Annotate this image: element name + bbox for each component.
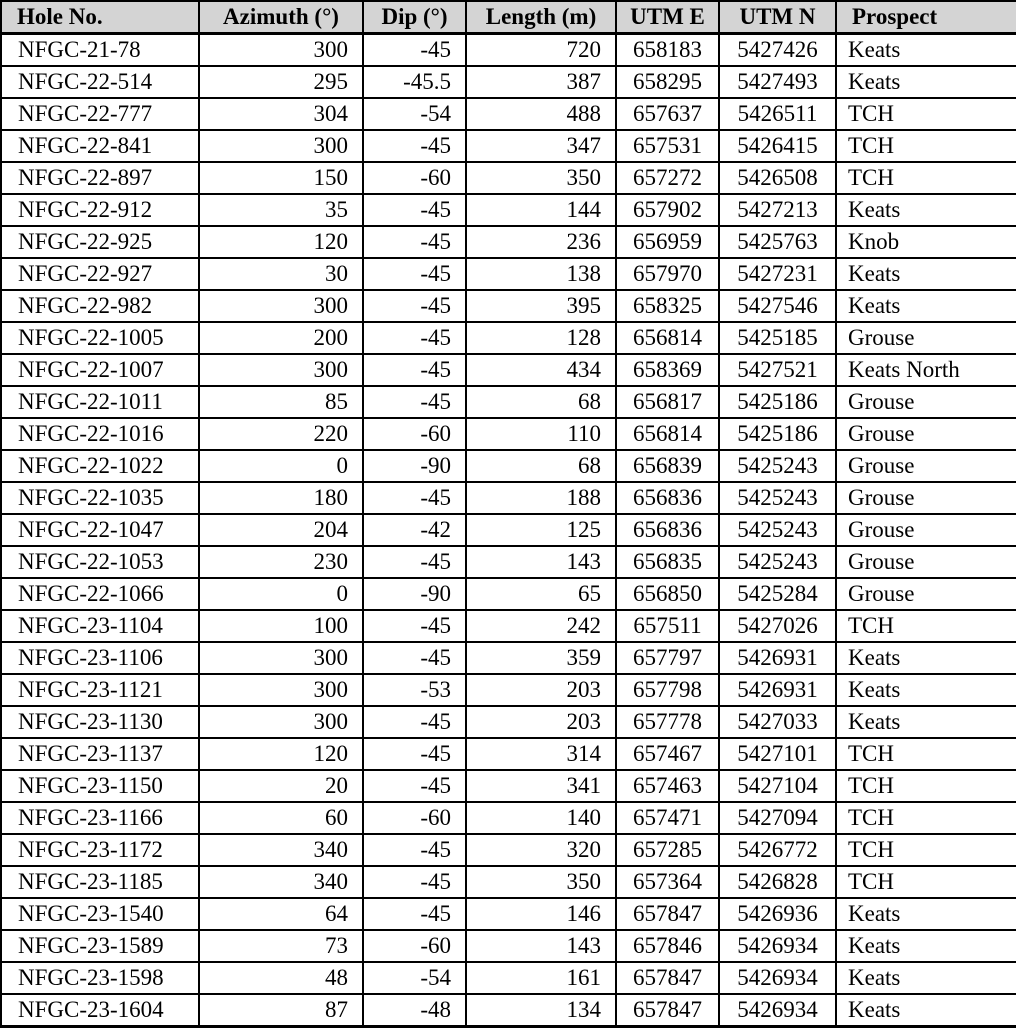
- column-header-utm-e: UTM E: [616, 1, 719, 34]
- cell-dip: -45: [363, 866, 466, 898]
- cell-hole-no: NFGC-22-1035: [1, 482, 199, 514]
- cell-length: 68: [466, 450, 616, 482]
- cell-prospect: Keats: [836, 194, 1016, 226]
- cell-hole-no: NFGC-22-1016: [1, 418, 199, 450]
- cell-prospect: Keats: [836, 962, 1016, 994]
- cell-length: 143: [466, 930, 616, 962]
- cell-dip: -45: [363, 898, 466, 930]
- cell-hole-no: NFGC-22-777: [1, 98, 199, 130]
- cell-utm-e: 657847: [616, 962, 719, 994]
- table-row: [1, 770, 1016, 802]
- cell-utm-e: 657847: [616, 994, 719, 1027]
- cell-utm-e: 657467: [616, 738, 719, 770]
- cell-utm-e: 658295: [616, 66, 719, 98]
- cell-hole-no: NFGC-22-1007: [1, 354, 199, 386]
- table-row: [1, 738, 1016, 770]
- cell-length: 720: [466, 34, 616, 67]
- table-row: [1, 322, 1016, 354]
- cell-dip: -45: [363, 290, 466, 322]
- table-row: [1, 130, 1016, 162]
- cell-utm-e: 657970: [616, 258, 719, 290]
- cell-length: 434: [466, 354, 616, 386]
- cell-utm-e: 656817: [616, 386, 719, 418]
- cell-hole-no: NFGC-23-1589: [1, 930, 199, 962]
- cell-utm-e: 656836: [616, 482, 719, 514]
- table-row: [1, 258, 1016, 290]
- cell-dip: -45: [363, 770, 466, 802]
- table-row: [1, 610, 1016, 642]
- cell-utm-e: 657797: [616, 642, 719, 674]
- cell-hole-no: NFGC-23-1598: [1, 962, 199, 994]
- cell-dip: -60: [363, 802, 466, 834]
- cell-azimuth: 87: [199, 994, 363, 1027]
- cell-azimuth: 73: [199, 930, 363, 962]
- cell-hole-no: NFGC-23-1185: [1, 866, 199, 898]
- cell-utm-n: 5425763: [719, 226, 836, 258]
- cell-utm-e: 656836: [616, 514, 719, 546]
- cell-prospect: Keats: [836, 706, 1016, 738]
- cell-utm-e: 656814: [616, 418, 719, 450]
- cell-prospect: Grouse: [836, 514, 1016, 546]
- cell-hole-no: NFGC-23-1106: [1, 642, 199, 674]
- cell-length: 65: [466, 578, 616, 610]
- table-row: [1, 226, 1016, 258]
- cell-dip: -45: [363, 226, 466, 258]
- cell-prospect: TCH: [836, 834, 1016, 866]
- cell-prospect: Grouse: [836, 450, 1016, 482]
- cell-prospect: Grouse: [836, 546, 1016, 578]
- cell-hole-no: NFGC-22-925: [1, 226, 199, 258]
- cell-utm-e: 657847: [616, 898, 719, 930]
- cell-utm-e: 657463: [616, 770, 719, 802]
- cell-utm-n: 5426828: [719, 866, 836, 898]
- table-row: [1, 674, 1016, 706]
- cell-prospect: Keats: [836, 258, 1016, 290]
- table-row: [1, 482, 1016, 514]
- cell-utm-n: 5425186: [719, 418, 836, 450]
- cell-azimuth: 295: [199, 66, 363, 98]
- cell-dip: -54: [363, 962, 466, 994]
- cell-prospect: Keats North: [836, 354, 1016, 386]
- cell-utm-e: 657778: [616, 706, 719, 738]
- cell-length: 236: [466, 226, 616, 258]
- table-row: [1, 98, 1016, 130]
- table-row: [1, 706, 1016, 738]
- cell-dip: -90: [363, 578, 466, 610]
- cell-length: 350: [466, 866, 616, 898]
- cell-length: 387: [466, 66, 616, 98]
- cell-hole-no: NFGC-23-1130: [1, 706, 199, 738]
- cell-hole-no: NFGC-22-897: [1, 162, 199, 194]
- table-row: [1, 834, 1016, 866]
- cell-utm-e: 657846: [616, 930, 719, 962]
- cell-prospect: TCH: [836, 738, 1016, 770]
- cell-length: 161: [466, 962, 616, 994]
- cell-prospect: Grouse: [836, 578, 1016, 610]
- cell-dip: -45: [363, 546, 466, 578]
- cell-dip: -48: [363, 994, 466, 1027]
- cell-utm-n: 5426415: [719, 130, 836, 162]
- cell-hole-no: NFGC-23-1121: [1, 674, 199, 706]
- cell-utm-n: 5426931: [719, 674, 836, 706]
- table-header: [1, 1, 1016, 34]
- cell-length: 395: [466, 290, 616, 322]
- cell-utm-n: 5427521: [719, 354, 836, 386]
- cell-hole-no: NFGC-22-514: [1, 66, 199, 98]
- cell-prospect: TCH: [836, 770, 1016, 802]
- cell-hole-no: NFGC-23-1166: [1, 802, 199, 834]
- cell-utm-n: 5427426: [719, 34, 836, 67]
- cell-prospect: TCH: [836, 162, 1016, 194]
- table-row: [1, 994, 1016, 1027]
- cell-utm-n: 5425185: [719, 322, 836, 354]
- cell-prospect: Keats: [836, 994, 1016, 1027]
- cell-azimuth: 64: [199, 898, 363, 930]
- cell-utm-e: 657511: [616, 610, 719, 642]
- cell-utm-e: 657285: [616, 834, 719, 866]
- cell-utm-e: 656850: [616, 578, 719, 610]
- table-row: [1, 162, 1016, 194]
- cell-hole-no: NFGC-23-1604: [1, 994, 199, 1027]
- cell-azimuth: 300: [199, 674, 363, 706]
- cell-prospect: Grouse: [836, 418, 1016, 450]
- cell-length: 138: [466, 258, 616, 290]
- column-header-prospect: Prospect: [836, 1, 1016, 34]
- cell-prospect: TCH: [836, 802, 1016, 834]
- cell-prospect: Keats: [836, 290, 1016, 322]
- cell-dip: -60: [363, 162, 466, 194]
- table-row: [1, 962, 1016, 994]
- cell-hole-no: NFGC-22-1047: [1, 514, 199, 546]
- table-row: [1, 514, 1016, 546]
- table-row: [1, 578, 1016, 610]
- cell-utm-n: 5425284: [719, 578, 836, 610]
- cell-utm-n: 5426934: [719, 930, 836, 962]
- cell-azimuth: 300: [199, 642, 363, 674]
- cell-utm-e: 657637: [616, 98, 719, 130]
- cell-length: 128: [466, 322, 616, 354]
- table-row: [1, 866, 1016, 898]
- cell-length: 143: [466, 546, 616, 578]
- cell-length: 488: [466, 98, 616, 130]
- cell-azimuth: 340: [199, 834, 363, 866]
- cell-azimuth: 300: [199, 290, 363, 322]
- cell-prospect: Grouse: [836, 386, 1016, 418]
- cell-azimuth: 120: [199, 738, 363, 770]
- cell-dip: -45: [363, 834, 466, 866]
- cell-length: 68: [466, 386, 616, 418]
- cell-hole-no: NFGC-22-982: [1, 290, 199, 322]
- cell-hole-no: NFGC-23-1137: [1, 738, 199, 770]
- cell-azimuth: 200: [199, 322, 363, 354]
- cell-hole-no: NFGC-22-1022: [1, 450, 199, 482]
- cell-prospect: Keats: [836, 66, 1016, 98]
- cell-utm-e: 658325: [616, 290, 719, 322]
- cell-length: 242: [466, 610, 616, 642]
- cell-dip: -45: [363, 642, 466, 674]
- cell-azimuth: 0: [199, 450, 363, 482]
- cell-utm-n: 5427104: [719, 770, 836, 802]
- cell-azimuth: 304: [199, 98, 363, 130]
- cell-hole-no: NFGC-22-1053: [1, 546, 199, 578]
- cell-azimuth: 300: [199, 354, 363, 386]
- cell-azimuth: 300: [199, 706, 363, 738]
- cell-hole-no: NFGC-22-1011: [1, 386, 199, 418]
- cell-dip: -45: [363, 322, 466, 354]
- table-row: [1, 642, 1016, 674]
- table-row: [1, 930, 1016, 962]
- cell-utm-n: 5426772: [719, 834, 836, 866]
- cell-azimuth: 30: [199, 258, 363, 290]
- table-row: [1, 546, 1016, 578]
- cell-length: 320: [466, 834, 616, 866]
- cell-hole-no: NFGC-23-1172: [1, 834, 199, 866]
- cell-utm-n: 5425243: [719, 482, 836, 514]
- cell-dip: -54: [363, 98, 466, 130]
- cell-azimuth: 300: [199, 34, 363, 67]
- cell-length: 146: [466, 898, 616, 930]
- cell-utm-e: 656814: [616, 322, 719, 354]
- cell-length: 125: [466, 514, 616, 546]
- cell-azimuth: 180: [199, 482, 363, 514]
- cell-prospect: Knob: [836, 226, 1016, 258]
- cell-prospect: Keats: [836, 642, 1016, 674]
- table-body: [1, 34, 1016, 1027]
- cell-length: 144: [466, 194, 616, 226]
- column-header-hole-no: Hole No.: [1, 1, 199, 34]
- cell-length: 350: [466, 162, 616, 194]
- cell-prospect: TCH: [836, 98, 1016, 130]
- cell-azimuth: 150: [199, 162, 363, 194]
- cell-length: 203: [466, 674, 616, 706]
- cell-dip: -45: [363, 130, 466, 162]
- cell-prospect: TCH: [836, 610, 1016, 642]
- cell-azimuth: 230: [199, 546, 363, 578]
- cell-dip: -53: [363, 674, 466, 706]
- cell-dip: -45: [363, 610, 466, 642]
- cell-dip: -45: [363, 706, 466, 738]
- table-row: [1, 418, 1016, 450]
- cell-azimuth: 48: [199, 962, 363, 994]
- cell-hole-no: NFGC-23-1540: [1, 898, 199, 930]
- cell-length: 188: [466, 482, 616, 514]
- cell-dip: -42: [363, 514, 466, 546]
- cell-utm-n: 5425186: [719, 386, 836, 418]
- cell-utm-n: 5427493: [719, 66, 836, 98]
- table-row: [1, 802, 1016, 834]
- column-header-azimuth: Azimuth (°): [199, 1, 363, 34]
- cell-length: 203: [466, 706, 616, 738]
- cell-utm-n: 5427033: [719, 706, 836, 738]
- cell-utm-e: 656959: [616, 226, 719, 258]
- cell-dip: -45: [363, 34, 466, 67]
- cell-azimuth: 204: [199, 514, 363, 546]
- table-row: [1, 354, 1016, 386]
- table-row: [1, 66, 1016, 98]
- column-header-length: Length (m): [466, 1, 616, 34]
- cell-prospect: Grouse: [836, 482, 1016, 514]
- cell-length: 314: [466, 738, 616, 770]
- cell-dip: -45: [363, 194, 466, 226]
- cell-utm-n: 5427101: [719, 738, 836, 770]
- cell-utm-e: 656839: [616, 450, 719, 482]
- cell-utm-n: 5427094: [719, 802, 836, 834]
- table-row: [1, 386, 1016, 418]
- cell-utm-n: 5426934: [719, 962, 836, 994]
- cell-utm-e: 658183: [616, 34, 719, 67]
- cell-utm-e: 657531: [616, 130, 719, 162]
- cell-dip: -45: [363, 386, 466, 418]
- cell-prospect: TCH: [836, 866, 1016, 898]
- column-header-utm-n: UTM N: [719, 1, 836, 34]
- cell-utm-n: 5426931: [719, 642, 836, 674]
- cell-utm-n: 5425243: [719, 514, 836, 546]
- cell-utm-n: 5425243: [719, 450, 836, 482]
- cell-dip: -45.5: [363, 66, 466, 98]
- cell-hole-no: NFGC-22-912: [1, 194, 199, 226]
- cell-azimuth: 300: [199, 130, 363, 162]
- cell-length: 110: [466, 418, 616, 450]
- table-row: [1, 450, 1016, 482]
- cell-azimuth: 220: [199, 418, 363, 450]
- cell-utm-e: 657364: [616, 866, 719, 898]
- cell-dip: -45: [363, 258, 466, 290]
- cell-prospect: Keats: [836, 930, 1016, 962]
- cell-utm-n: 5427213: [719, 194, 836, 226]
- cell-hole-no: NFGC-21-78: [1, 34, 199, 67]
- cell-prospect: Grouse: [836, 322, 1016, 354]
- cell-dip: -60: [363, 930, 466, 962]
- cell-hole-no: NFGC-22-1066: [1, 578, 199, 610]
- cell-utm-n: 5427231: [719, 258, 836, 290]
- cell-utm-n: 5426508: [719, 162, 836, 194]
- cell-prospect: TCH: [836, 130, 1016, 162]
- cell-azimuth: 35: [199, 194, 363, 226]
- cell-length: 359: [466, 642, 616, 674]
- cell-azimuth: 120: [199, 226, 363, 258]
- cell-utm-n: 5427026: [719, 610, 836, 642]
- column-header-dip: Dip (°): [363, 1, 466, 34]
- cell-dip: -45: [363, 354, 466, 386]
- cell-azimuth: 20: [199, 770, 363, 802]
- cell-utm-n: 5426511: [719, 98, 836, 130]
- cell-azimuth: 60: [199, 802, 363, 834]
- cell-utm-n: 5426934: [719, 994, 836, 1027]
- cell-prospect: Keats: [836, 34, 1016, 67]
- cell-azimuth: 0: [199, 578, 363, 610]
- cell-utm-e: 657272: [616, 162, 719, 194]
- cell-utm-e: 657471: [616, 802, 719, 834]
- cell-azimuth: 85: [199, 386, 363, 418]
- cell-hole-no: NFGC-22-1005: [1, 322, 199, 354]
- table-row: [1, 898, 1016, 930]
- cell-length: 341: [466, 770, 616, 802]
- cell-dip: -60: [363, 418, 466, 450]
- cell-hole-no: NFGC-23-1150: [1, 770, 199, 802]
- cell-utm-n: 5426936: [719, 898, 836, 930]
- cell-utm-n: 5427546: [719, 290, 836, 322]
- cell-dip: -45: [363, 738, 466, 770]
- cell-dip: -90: [363, 450, 466, 482]
- cell-length: 140: [466, 802, 616, 834]
- table-row: [1, 34, 1016, 67]
- cell-utm-e: 656835: [616, 546, 719, 578]
- cell-utm-e: 658369: [616, 354, 719, 386]
- cell-utm-e: 657902: [616, 194, 719, 226]
- cell-prospect: Keats: [836, 674, 1016, 706]
- cell-length: 347: [466, 130, 616, 162]
- cell-hole-no: NFGC-22-841: [1, 130, 199, 162]
- header-row: [1, 1, 1016, 34]
- cell-hole-no: NFGC-23-1104: [1, 610, 199, 642]
- cell-prospect: Keats: [836, 898, 1016, 930]
- table-row: [1, 194, 1016, 226]
- table-row: [1, 290, 1016, 322]
- cell-length: 134: [466, 994, 616, 1027]
- cell-azimuth: 100: [199, 610, 363, 642]
- cell-dip: -45: [363, 482, 466, 514]
- cell-hole-no: NFGC-22-927: [1, 258, 199, 290]
- cell-utm-e: 657798: [616, 674, 719, 706]
- cell-utm-n: 5425243: [719, 546, 836, 578]
- cell-azimuth: 340: [199, 866, 363, 898]
